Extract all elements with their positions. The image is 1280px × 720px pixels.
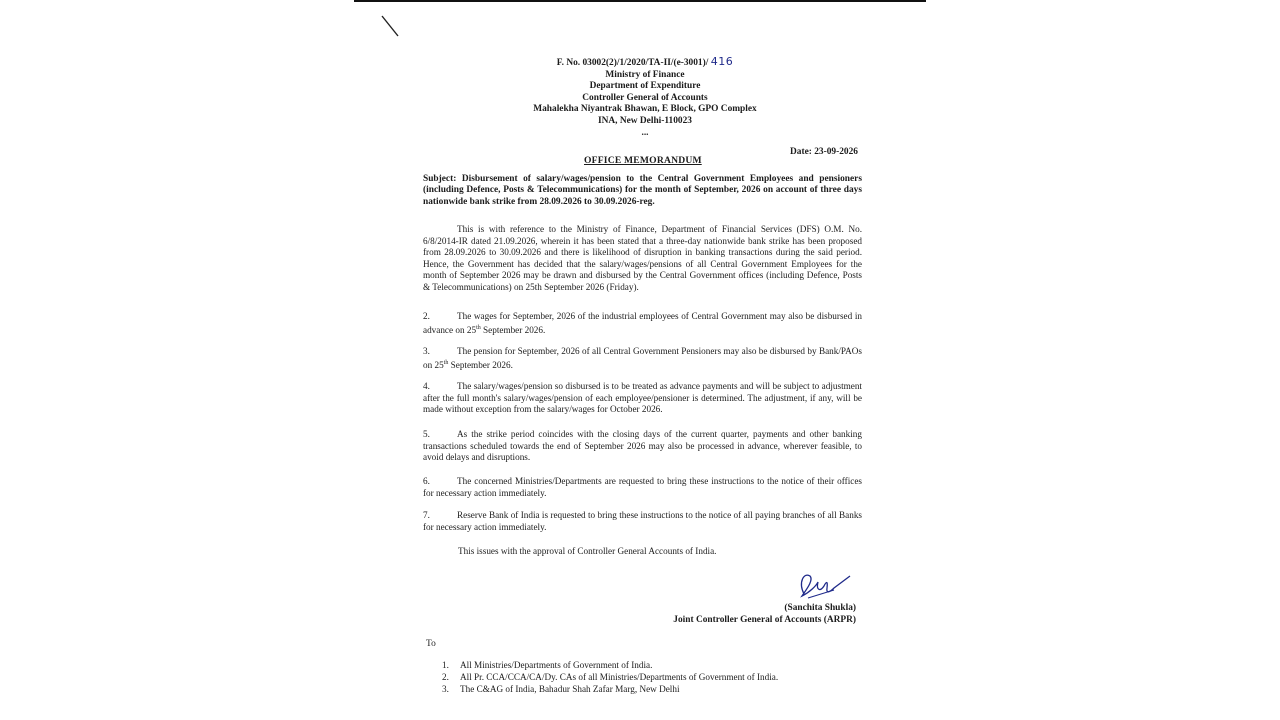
signatory-block: [630, 602, 856, 626]
memo-page: [354, 2, 926, 720]
memo-subject: Subject: Disbursement of salary/wages/pension to the Central Government Employees and pensioners (including Defence, Posts & Telecommunications) for the month of September, 2026 on account of three days nationwide bank strike from 28.09.2026 to 30.09.2026-reg.: [423, 174, 862, 207]
file-number: F. No. 03002(2)/1/2020/TA-II/(e-3001)/ 416: [556, 55, 734, 68]
paragraph-number: 3.: [423, 346, 430, 356]
paragraph-3: 3. The pension for September, 2026 of all Central Government Pensioners may also be disbursed by Bank/PAOs on 25th September 2026.: [423, 346, 862, 370]
paragraph-5: 5. As the strike period coincides with the closing days of the current quarter, payments and other banking transactions scheduled towards the end of September 2026 may also be processed in advance, wherever feasible, to avoid delays and disruptions.: [423, 429, 862, 462]
pen-stroke-mark: [380, 14, 402, 40]
signatory-name: (Sanchita Shukla): [784, 603, 856, 613]
distribution-item: 1. All Ministries/Departments of Government of India.: [442, 660, 653, 670]
signatory-designation: Joint Controller General of Accounts (ARPR): [673, 615, 856, 625]
paragraph-number: 6.: [423, 476, 430, 486]
department-name: Department of Expenditure: [589, 81, 701, 92]
letterhead: [354, 56, 936, 139]
distribution-item: 2. All Pr. CCA/CCA/CA/Dy. CAs of all Ministries/Departments of Government of India.: [442, 672, 779, 682]
building-address: Mahalekha Niyantrak Bhawan, E Block, GPO Complex: [533, 104, 757, 115]
paragraph-number: 2.: [423, 311, 430, 321]
approval-note: This issues with the approval of Controller General Accounts of India.: [458, 546, 717, 556]
office-name: Controller General of Accounts: [582, 92, 708, 103]
paragraph-7: 7. Reserve Bank of India is requested to bring these instructions to the notice of all paying branches of all Banks for necessary action immediately.: [423, 510, 862, 532]
ministry-name: Ministry of Finance: [605, 69, 685, 80]
paragraph-number: 5.: [423, 429, 430, 439]
to-label: To: [426, 639, 436, 649]
memo-title: OFFICE MEMORANDUM: [584, 155, 702, 166]
paragraph-2: 2. The wages for September, 2026 of the industrial employees of Central Government may also be disbursed in advance on 25th September 2026.: [423, 311, 862, 335]
memo-date: Date: 23-09-2026: [790, 147, 858, 157]
paragraph-number: 4.: [423, 381, 430, 391]
paragraph-number: 7.: [423, 510, 430, 520]
distribution-item: 3. The C&AG of India, Bahadur Shah Zafar Marg, New Delhi: [442, 684, 680, 694]
signature-mark: [794, 568, 854, 604]
paragraph-6: 6. The concerned Ministries/Departments are requested to bring these instructions to the notice of their offices for necessary action immediately.: [423, 476, 862, 498]
paragraph-1: This is with reference to the Ministry of Finance, Department of Financial Services (DFS) O.M. No. 6/8/2014-IR dated 21.09.2026, wherein it has been stated that a three-day nationwide bank strike has been proposed from 28.09.2026 to 30.09.2026 and there is likelihood of disruption in banking transactions during the said period. Hence, the Government has decided that the salary/wages/pensions of all Central Government Employees for the month of September 2026 may be drawn and disbursed by the Central Government offices (including Defence, Posts & Telecommunications) on 25th September 2026 (Friday).: [423, 224, 862, 292]
header-separator: ...: [641, 127, 649, 138]
paragraph-4: 4. The salary/wages/pension so disbursed is to be treated as advance payments and will be subject to adjustment after the full month's salary/wages/pension of each employee/pensioner is determined. The adjustment, if any, will be made without exception from the salary/wages for October 2026.: [423, 381, 862, 414]
city-address: INA, New Delhi-110023: [597, 115, 692, 126]
handwritten-number: 416: [710, 55, 734, 68]
